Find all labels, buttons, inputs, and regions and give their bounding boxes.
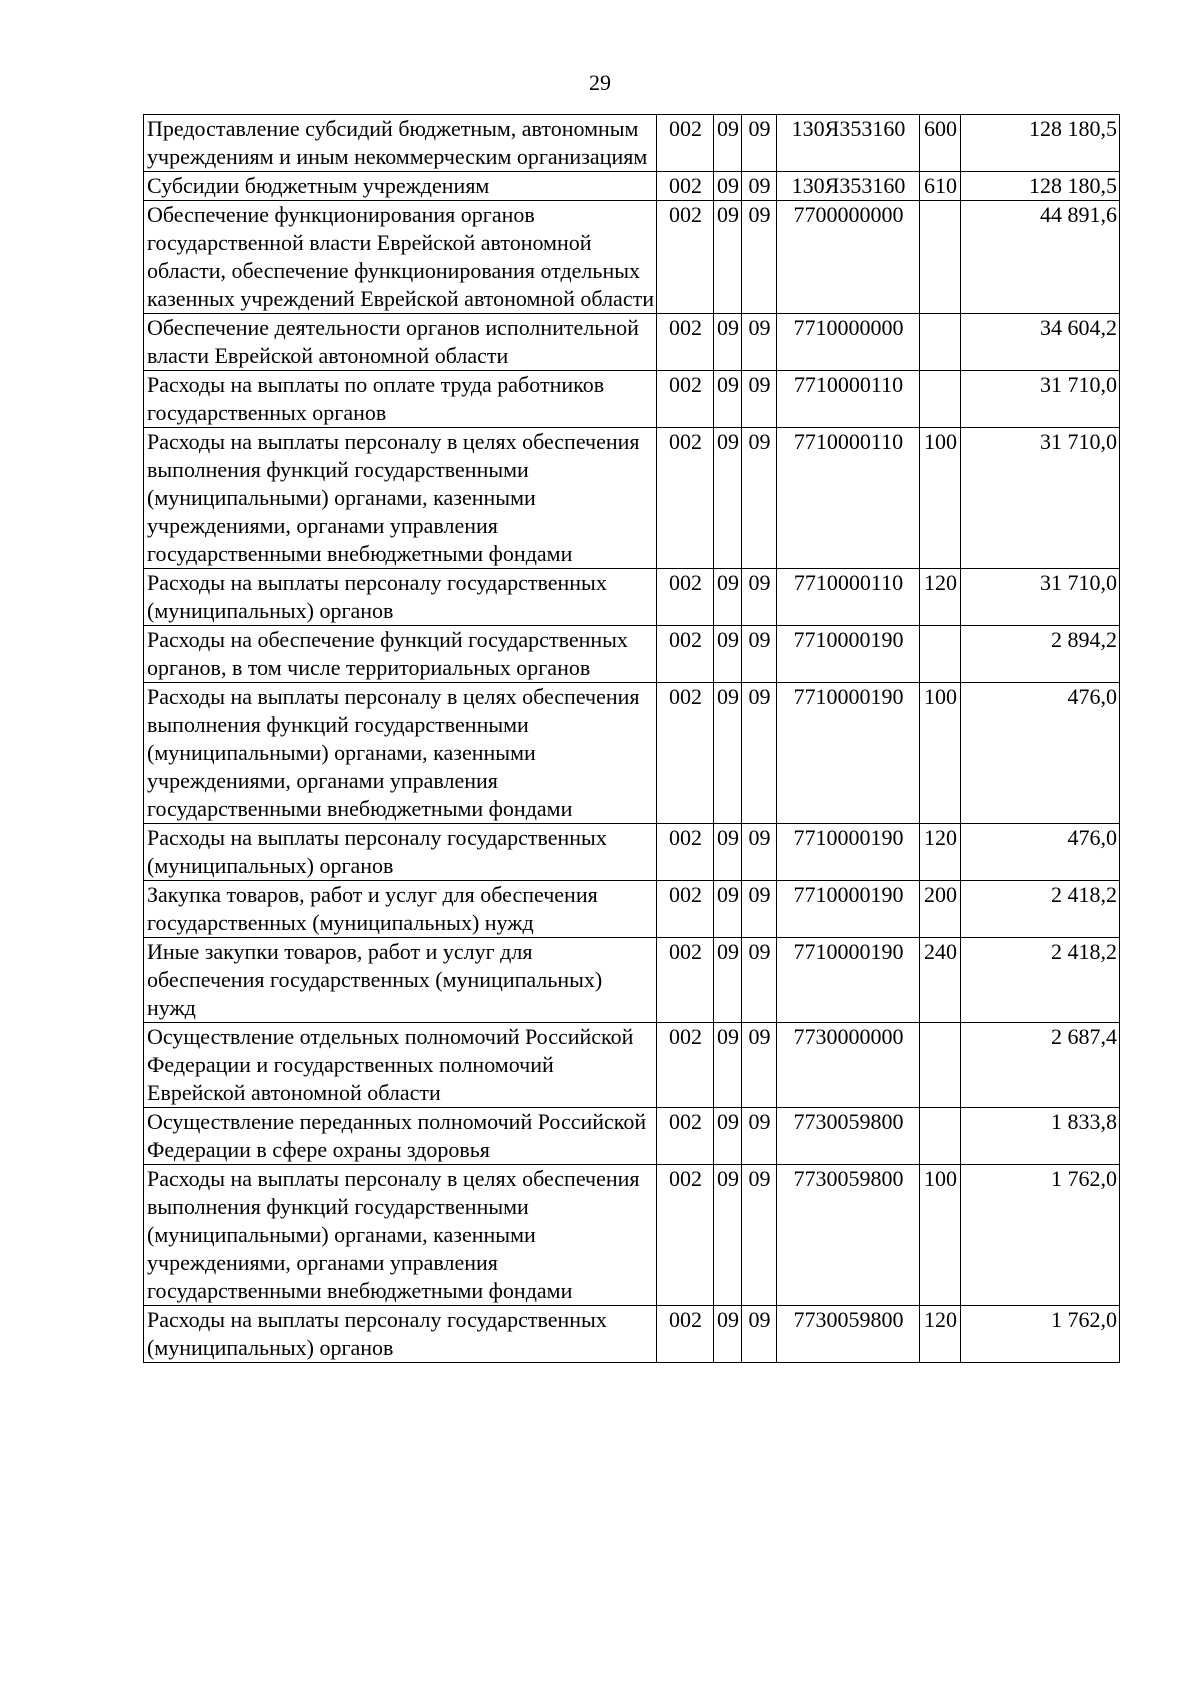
row-name-cell: Обеспечение функционирования органов государственной власти Еврейской автономной области, обеспечение функционирования отдельных казенных учреждений Еврейской автономной области bbox=[144, 201, 657, 314]
row-target-article-cell: 7710000110 bbox=[777, 371, 920, 428]
row-target-article-cell: 7710000190 bbox=[777, 626, 920, 683]
row-expense-type-cell bbox=[920, 1108, 961, 1165]
row-name-cell: Иные закупки товаров, работ и услуг для обеспечения государственных (муниципальных) нужд bbox=[144, 938, 657, 1023]
row-amount-cell: 1 762,0 bbox=[961, 1165, 1120, 1306]
row-subsection-code-cell: 09 bbox=[742, 569, 777, 626]
row-expense-type-cell: 120 bbox=[920, 1306, 961, 1363]
row-amount-cell: 2 418,2 bbox=[961, 938, 1120, 1023]
table-row bbox=[144, 938, 1120, 1023]
row-expense-type-cell: 100 bbox=[920, 428, 961, 569]
row-amount-cell: 31 710,0 bbox=[961, 569, 1120, 626]
row-ved-code-cell: 002 bbox=[657, 1023, 714, 1108]
table-row bbox=[144, 371, 1120, 428]
row-ved-code-cell: 002 bbox=[657, 938, 714, 1023]
page-number: 29 bbox=[589, 70, 611, 95]
table-row bbox=[144, 115, 1120, 172]
row-section-code-cell: 09 bbox=[714, 569, 742, 626]
row-target-article-cell: 130Я353160 bbox=[777, 115, 920, 172]
table-row bbox=[144, 824, 1120, 881]
row-section-code-cell: 09 bbox=[714, 824, 742, 881]
row-ved-code-cell: 002 bbox=[657, 683, 714, 824]
row-subsection-code-cell: 09 bbox=[742, 683, 777, 824]
row-section-code-cell: 09 bbox=[714, 314, 742, 371]
row-expense-type-cell bbox=[920, 371, 961, 428]
row-subsection-code-cell: 09 bbox=[742, 1306, 777, 1363]
row-target-article-cell: 7710000000 bbox=[777, 314, 920, 371]
row-amount-cell: 34 604,2 bbox=[961, 314, 1120, 371]
row-ved-code-cell: 002 bbox=[657, 314, 714, 371]
row-subsection-code-cell: 09 bbox=[742, 626, 777, 683]
row-section-code-cell: 09 bbox=[714, 683, 742, 824]
table-row bbox=[144, 1108, 1120, 1165]
row-amount-cell: 2 418,2 bbox=[961, 881, 1120, 938]
row-subsection-code-cell: 09 bbox=[742, 1165, 777, 1306]
row-subsection-code-cell: 09 bbox=[742, 1108, 777, 1165]
row-ved-code-cell: 002 bbox=[657, 201, 714, 314]
table-row bbox=[144, 314, 1120, 371]
row-amount-cell: 128 180,5 bbox=[961, 115, 1120, 172]
row-ved-code-cell: 002 bbox=[657, 1108, 714, 1165]
row-section-code-cell: 09 bbox=[714, 371, 742, 428]
row-expense-type-cell: 120 bbox=[920, 824, 961, 881]
table-row bbox=[144, 428, 1120, 569]
budget-table bbox=[143, 114, 1120, 1363]
row-amount-cell: 128 180,5 bbox=[961, 172, 1120, 201]
table-row bbox=[144, 1306, 1120, 1363]
row-section-code-cell: 09 bbox=[714, 115, 742, 172]
row-name-cell: Расходы на обеспечение функций государственных органов, в том числе территориальных органов bbox=[144, 626, 657, 683]
row-subsection-code-cell: 09 bbox=[742, 115, 777, 172]
row-ved-code-cell: 002 bbox=[657, 371, 714, 428]
row-ved-code-cell: 002 bbox=[657, 1165, 714, 1306]
table-row bbox=[144, 172, 1120, 201]
row-target-article-cell: 7710000190 bbox=[777, 824, 920, 881]
table-row bbox=[144, 1165, 1120, 1306]
row-amount-cell: 1 833,8 bbox=[961, 1108, 1120, 1165]
row-section-code-cell: 09 bbox=[714, 172, 742, 201]
row-expense-type-cell bbox=[920, 201, 961, 314]
row-section-code-cell: 09 bbox=[714, 938, 742, 1023]
row-amount-cell: 1 762,0 bbox=[961, 1306, 1120, 1363]
row-target-article-cell: 7730059800 bbox=[777, 1108, 920, 1165]
row-ved-code-cell: 002 bbox=[657, 172, 714, 201]
row-target-article-cell: 7730000000 bbox=[777, 1023, 920, 1108]
row-target-article-cell: 7730059800 bbox=[777, 1306, 920, 1363]
row-target-article-cell: 7710000190 bbox=[777, 938, 920, 1023]
row-target-article-cell: 7730059800 bbox=[777, 1165, 920, 1306]
row-subsection-code-cell: 09 bbox=[742, 824, 777, 881]
row-target-article-cell: 7710000190 bbox=[777, 881, 920, 938]
row-name-cell: Расходы на выплаты персоналу в целях обеспечения выполнения функций государственными (муниципальными) органами, казенными учреждениями, органами управления государственными внебюджетными фондами bbox=[144, 683, 657, 824]
table-row bbox=[144, 569, 1120, 626]
row-target-article-cell: 7700000000 bbox=[777, 201, 920, 314]
row-ved-code-cell: 002 bbox=[657, 626, 714, 683]
row-expense-type-cell bbox=[920, 314, 961, 371]
row-subsection-code-cell: 09 bbox=[742, 1023, 777, 1108]
row-expense-type-cell: 100 bbox=[920, 1165, 961, 1306]
row-target-article-cell: 7710000110 bbox=[777, 428, 920, 569]
row-expense-type-cell bbox=[920, 626, 961, 683]
row-subsection-code-cell: 09 bbox=[742, 938, 777, 1023]
row-ved-code-cell: 002 bbox=[657, 1306, 714, 1363]
row-amount-cell: 2 687,4 bbox=[961, 1023, 1120, 1108]
row-target-article-cell: 130Я353160 bbox=[777, 172, 920, 201]
row-target-article-cell: 7710000110 bbox=[777, 569, 920, 626]
row-expense-type-cell: 200 bbox=[920, 881, 961, 938]
row-name-cell: Расходы на выплаты персоналу государственных (муниципальных) органов bbox=[144, 569, 657, 626]
row-amount-cell: 476,0 bbox=[961, 824, 1120, 881]
row-section-code-cell: 09 bbox=[714, 626, 742, 683]
row-expense-type-cell: 100 bbox=[920, 683, 961, 824]
table-row bbox=[144, 881, 1120, 938]
row-target-article-cell: 7710000190 bbox=[777, 683, 920, 824]
row-name-cell: Расходы на выплаты персоналу в целях обеспечения выполнения функций государственными (муниципальными) органами, казенными учреждениями, органами управления государственными внебюджетными фондами bbox=[144, 1165, 657, 1306]
table-row bbox=[144, 201, 1120, 314]
row-name-cell: Расходы на выплаты по оплате труда работников государственных органов bbox=[144, 371, 657, 428]
row-section-code-cell: 09 bbox=[714, 1306, 742, 1363]
row-name-cell: Осуществление отдельных полномочий Российской Федерации и государственных полномочий Еврейской автономной области bbox=[144, 1023, 657, 1108]
row-name-cell: Предоставление субсидий бюджетным, автономным учреждениям и иным некоммерческим организациям bbox=[144, 115, 657, 172]
row-section-code-cell: 09 bbox=[714, 881, 742, 938]
row-amount-cell: 44 891,6 bbox=[961, 201, 1120, 314]
row-ved-code-cell: 002 bbox=[657, 881, 714, 938]
row-expense-type-cell: 240 bbox=[920, 938, 961, 1023]
row-amount-cell: 31 710,0 bbox=[961, 428, 1120, 569]
row-expense-type-cell bbox=[920, 1023, 961, 1108]
row-amount-cell: 31 710,0 bbox=[961, 371, 1120, 428]
row-name-cell: Обеспечение деятельности органов исполнительной власти Еврейской автономной области bbox=[144, 314, 657, 371]
row-subsection-code-cell: 09 bbox=[742, 201, 777, 314]
row-amount-cell: 476,0 bbox=[961, 683, 1120, 824]
row-name-cell: Расходы на выплаты персоналу государственных (муниципальных) органов bbox=[144, 824, 657, 881]
row-section-code-cell: 09 bbox=[714, 1108, 742, 1165]
row-name-cell: Расходы на выплаты персоналу государственных (муниципальных) органов bbox=[144, 1306, 657, 1363]
row-section-code-cell: 09 bbox=[714, 201, 742, 314]
row-name-cell: Субсидии бюджетным учреждениям bbox=[144, 172, 657, 201]
row-section-code-cell: 09 bbox=[714, 428, 742, 569]
row-expense-type-cell: 120 bbox=[920, 569, 961, 626]
row-ved-code-cell: 002 bbox=[657, 115, 714, 172]
row-subsection-code-cell: 09 bbox=[742, 314, 777, 371]
table-row bbox=[144, 626, 1120, 683]
table-row bbox=[144, 1023, 1120, 1108]
row-expense-type-cell: 600 bbox=[920, 115, 961, 172]
row-subsection-code-cell: 09 bbox=[742, 881, 777, 938]
row-name-cell: Осуществление переданных полномочий Российской Федерации в сфере охраны здоровья bbox=[144, 1108, 657, 1165]
row-name-cell: Расходы на выплаты персоналу в целях обеспечения выполнения функций государственными (муниципальными) органами, казенными учреждениями, органами управления государственными внебюджетными фондами bbox=[144, 428, 657, 569]
row-section-code-cell: 09 bbox=[714, 1023, 742, 1108]
row-ved-code-cell: 002 bbox=[657, 824, 714, 881]
row-ved-code-cell: 002 bbox=[657, 569, 714, 626]
row-subsection-code-cell: 09 bbox=[742, 172, 777, 201]
row-ved-code-cell: 002 bbox=[657, 428, 714, 569]
row-section-code-cell: 09 bbox=[714, 1165, 742, 1306]
row-expense-type-cell: 610 bbox=[920, 172, 961, 201]
row-subsection-code-cell: 09 bbox=[742, 428, 777, 569]
budget-table-body bbox=[144, 115, 1120, 1363]
row-subsection-code-cell: 09 bbox=[742, 371, 777, 428]
table-row bbox=[144, 683, 1120, 824]
row-amount-cell: 2 894,2 bbox=[961, 626, 1120, 683]
row-name-cell: Закупка товаров, работ и услуг для обеспечения государственных (муниципальных) нужд bbox=[144, 881, 657, 938]
